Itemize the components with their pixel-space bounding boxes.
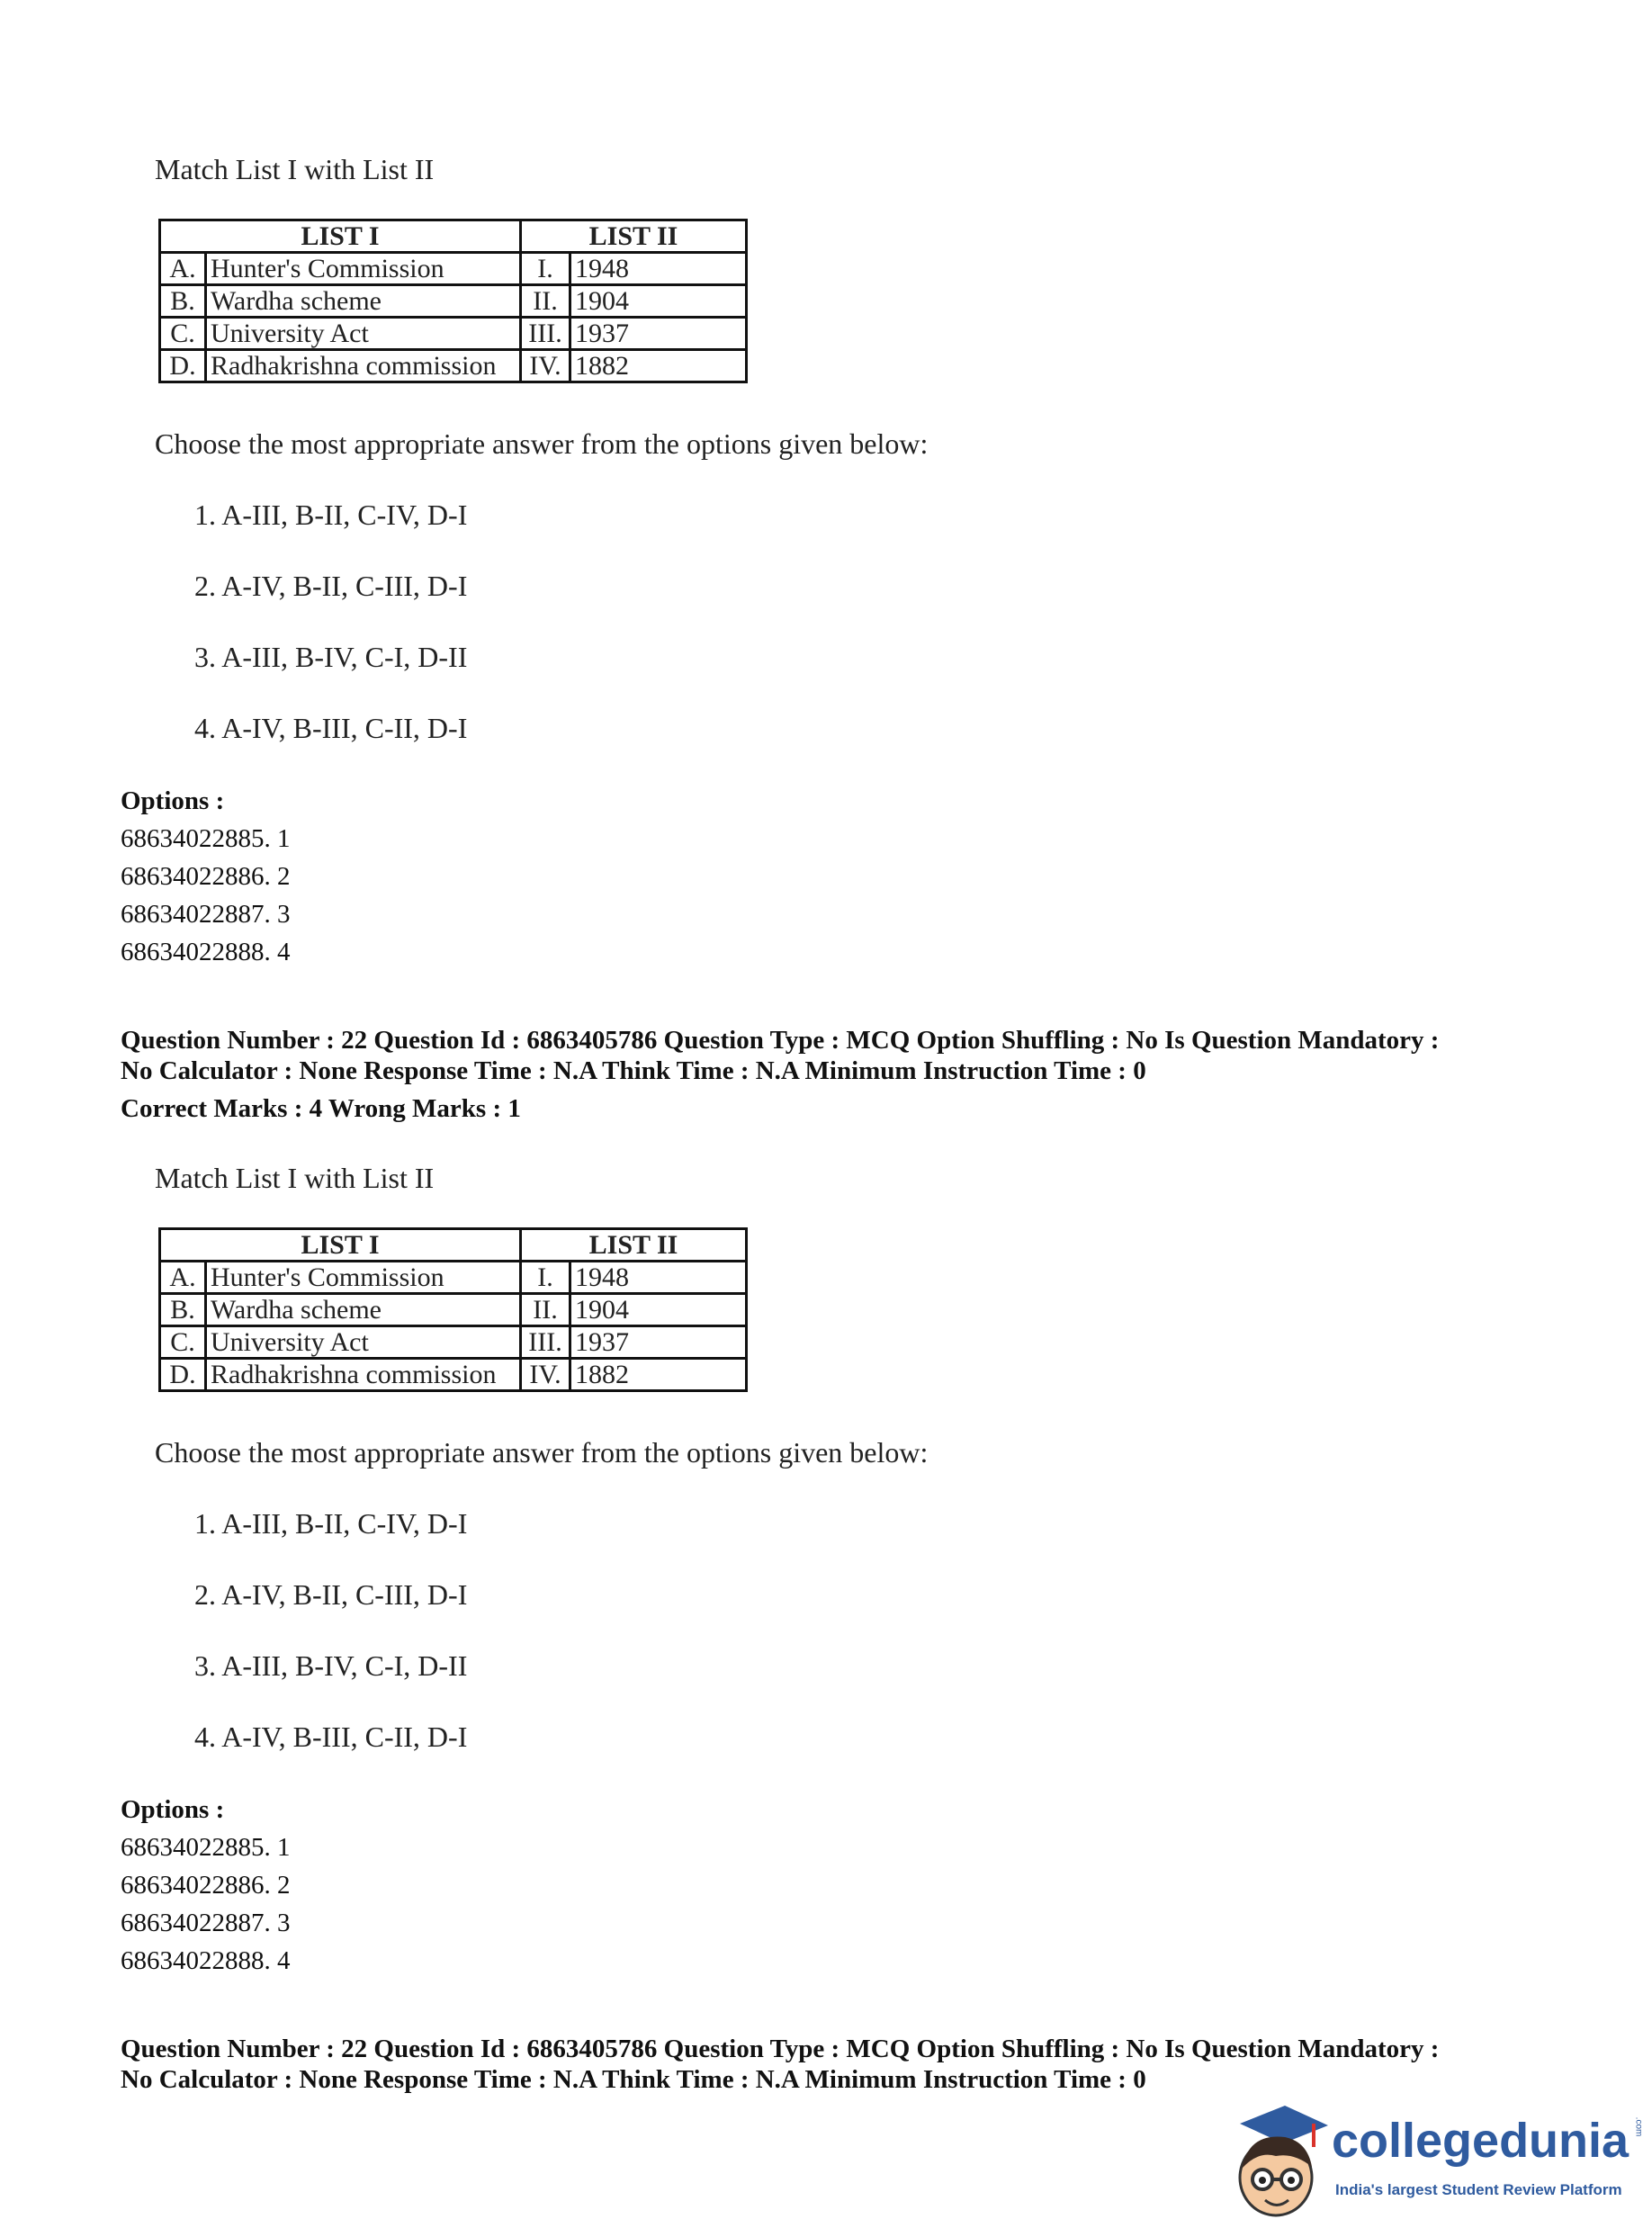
option-line: 68634022888. 4 [121,1946,291,1975]
row-year: 1937 [570,1326,747,1359]
option-line: 68634022888. 4 [121,938,291,966]
option-line: 68634022887. 3 [121,900,291,929]
row-numeral: II. [521,285,570,318]
table-row [160,1262,747,1294]
list-ii-header: LIST II [521,220,747,253]
answer-choice-2: 2. A-IV, B-II, C-III, D-I [194,570,468,602]
row-letter: D. [160,1359,206,1391]
collegedunia-logo [1222,2097,1645,2223]
list-i-header: LIST I [160,220,521,253]
table-row [160,253,747,285]
row-year: 1882 [570,1359,747,1391]
row-numeral: II. [521,1294,570,1326]
row-item: University Act [206,318,521,350]
meta-line: Question Number : 22 Question Id : 6863405786 Question Type : MCQ Option Shuffling : No Is Question Mandatory : [121,2035,1440,2063]
answer-choice-1: 1. A-III, B-II, C-IV, D-I [194,499,468,531]
row-numeral: IV. [521,350,570,382]
table-header-row [160,1229,747,1262]
table-row [160,1294,747,1326]
options-label: Options : [121,786,225,815]
brand-tagline: India's largest Student Review Platform [1335,2181,1622,2198]
question-meta-1 [121,1025,1560,1124]
row-year: 1882 [570,350,747,382]
table-row [160,285,747,318]
answer-choice-4: 4. A-IV, B-III, C-II, D-I [194,712,468,744]
question-meta-2 [121,2034,1560,2095]
row-letter: D. [160,350,206,382]
table-row [160,318,747,350]
row-item: Radhakrishna commission [206,1359,521,1391]
row-letter: A. [160,253,206,285]
answer-choice-4: 4. A-IV, B-III, C-II, D-I [194,1720,468,1753]
meta-line: No Calculator : None Response Time : N.A Think Time : N.A Minimum Instruction Time : 0 [121,1056,1146,1085]
list-ii-header: LIST II [521,1229,747,1262]
brand-name: collegedunia [1332,2114,1630,2168]
brand-com: .com [1633,2116,1644,2137]
row-year: 1904 [570,1294,747,1326]
option-line: 68634022885. 1 [121,824,291,853]
row-item: Hunter's Commission [206,1262,521,1294]
row-item: University Act [206,1326,521,1359]
question-intro: Match List I with List II [155,153,435,185]
row-item: Wardha scheme [206,285,521,318]
answer-choice-3: 3. A-III, B-IV, C-I, D-II [194,1649,468,1682]
choose-instruction: Choose the most appropriate answer from the options given below: [155,427,929,460]
table-row [160,1359,747,1391]
row-numeral: I. [521,1262,570,1294]
row-letter: A. [160,1262,206,1294]
row-year: 1904 [570,285,747,318]
table-row [160,1326,747,1359]
mascot-icon [1222,2097,1330,2223]
row-numeral: I. [521,253,570,285]
table-header-row [160,220,747,253]
row-numeral: III. [521,1326,570,1359]
option-line: 68634022887. 3 [121,1909,291,1937]
list-i-header: LIST I [160,1229,521,1262]
row-item: Radhakrishna commission [206,350,521,382]
row-year: 1948 [570,1262,747,1294]
row-numeral: IV. [521,1359,570,1391]
row-numeral: III. [521,318,570,350]
option-line: 68634022886. 2 [121,1871,291,1900]
row-letter: B. [160,285,206,318]
meta-line: No Calculator : None Response Time : N.A Think Time : N.A Minimum Instruction Time : 0 [121,2065,1146,2094]
marks-line: Correct Marks : 4 Wrong Marks : 1 [121,1094,521,1123]
answer-choice-2: 2. A-IV, B-II, C-III, D-I [194,1578,468,1611]
meta-line: Question Number : 22 Question Id : 6863405786 Question Type : MCQ Option Shuffling : No Is Question Mandatory : [121,1026,1440,1055]
row-letter: C. [160,318,206,350]
row-letter: C. [160,1326,206,1359]
options-label: Options : [121,1795,225,1824]
match-table [158,1227,748,1392]
answer-choice-3: 3. A-III, B-IV, C-I, D-II [194,641,468,673]
row-item: Hunter's Commission [206,253,521,285]
row-year: 1937 [570,318,747,350]
table-row [160,350,747,382]
option-line: 68634022886. 2 [121,862,291,891]
match-table [158,219,748,383]
question-intro: Match List I with List II [155,1162,435,1194]
row-letter: B. [160,1294,206,1326]
choose-instruction: Choose the most appropriate answer from the options given below: [155,1436,929,1469]
answer-choice-1: 1. A-III, B-II, C-IV, D-I [194,1507,468,1540]
row-year: 1948 [570,253,747,285]
row-item: Wardha scheme [206,1294,521,1326]
option-line: 68634022885. 1 [121,1833,291,1862]
